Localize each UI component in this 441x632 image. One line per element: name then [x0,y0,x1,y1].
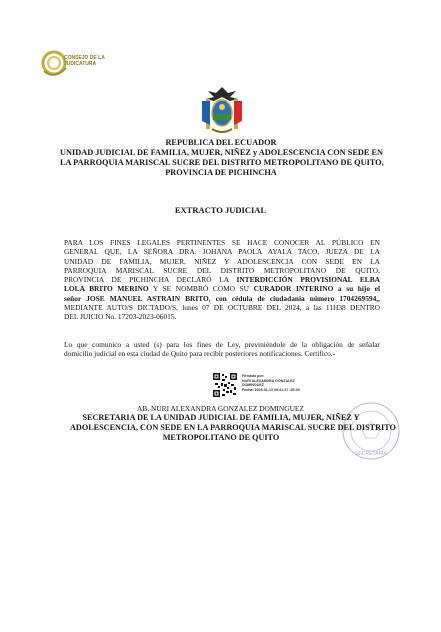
body-bold-text: CURADOR INTERINO a su hijo el [253,284,381,294]
body-line: PARROQUIA MARISCAL SUCRE DEL DISTRITO METROPOLITANO DE QUITO, [64,265,380,275]
body-line: GENERAL QUE, LA SEÑORA DRA. JOHANA PAOLA AYALA TACO, JUEZA DE LA [64,247,380,257]
body-bold-text: señor JOSE MANUEL ASTRAIN BRITO, con cédula de ciudadanía número 1704269594,, [64,293,380,303]
body-bold-text: LOLA BRITO MERINO [64,284,149,294]
stamp-text: SECRETARIA [355,451,387,457]
closing-line: Lo que comunico a usted (s) para los fines de Ley, previniéndole de la obligación de señalar [64,340,380,349]
header-court-line3: PROVINCIA DE PICHINCHA [165,168,277,177]
logo-line2: JUDICATURA [64,61,97,67]
closing-line: domicilio judicial en esta ciudad de Quito para recibir posteriores notificaciones. Certifico.- [64,349,336,359]
signer-title-line: ADOLESCENCIA, CON SEDE EN LA PARROQUIA MARISCAL SUCRE DEL DISTRITO [70,423,396,432]
digital-signature-info [242,374,300,392]
signer-title-line: METROPOLITANO DE QUITO [162,433,280,442]
header-court-line2: LA PARROQUIA MARISCAL SUCRE DEL DISTRITO METROPOLITANO DE QUITO, [60,158,384,167]
header-country: REPUBLICA DEL ECUADOR [165,138,277,147]
signer-title [70,413,396,443]
closing-paragraph [64,340,380,359]
body-line: DEL JUICIO No. 17203-2023-06015. [64,312,177,322]
body-text: PROVINCIA DE PICHINCHA DECLARÓ LA [64,275,237,285]
body-line: PARA LOS FINES LEGALES PERTINENTES SE HACE CONOCER AL PÚBLICO EN [64,238,380,247]
body-line: UNIDAD DE FAMILIA, MUJER, NIÑEZ Y ADOLESCENCIA CON SEDE EN LA [64,256,380,266]
body-paragraph [64,238,380,322]
ecuador-coat-of-arms-icon [200,85,244,137]
signer-name: AB. NURI ALEXANDRA GONZALEZ DOMINGUEZ [137,404,304,413]
body-line [64,284,380,293]
header-court-line1: UNIDAD JUDICIAL DE FAMILIA, MUJER, NIÑEZ y ADOLESCENCIA CON SEDE EN [60,148,384,157]
court-header [60,138,382,178]
body-text: Y SE NOMBRÓ COMO SU [148,284,254,294]
document-title: EXTRACTO JUDICIAL [174,205,267,215]
qr-code-icon[interactable] [212,372,238,398]
logo-line1: CONSEJO DE LA [64,55,105,61]
signature-meta-line: Firmado por: [242,374,265,378]
signature-meta-line: DOMINGUEZ [242,383,264,388]
body-line: MEDIANTE AUTO/S DICTADO/S, lunes 07 DE OCTUBRE DEL 2024, a las 11H38 DENTRO [64,303,380,313]
logo-wordmark [64,55,105,67]
signature-meta-line: NURI ALEXANDRA GONZALEZ [242,378,295,383]
signature-meta-line: Fecha: 2025-01-13 09:41:37 -05:00 [242,387,300,392]
signer-title-line: SECRETARIA DE LA UNIDAD JUDICIAL DE FAMILIA, MUJER, NIÑEZ Y [82,413,360,422]
body-bold-text: INTERDICCIÓN PROVISIONAL ELBA [236,275,380,285]
body-line [64,294,380,303]
